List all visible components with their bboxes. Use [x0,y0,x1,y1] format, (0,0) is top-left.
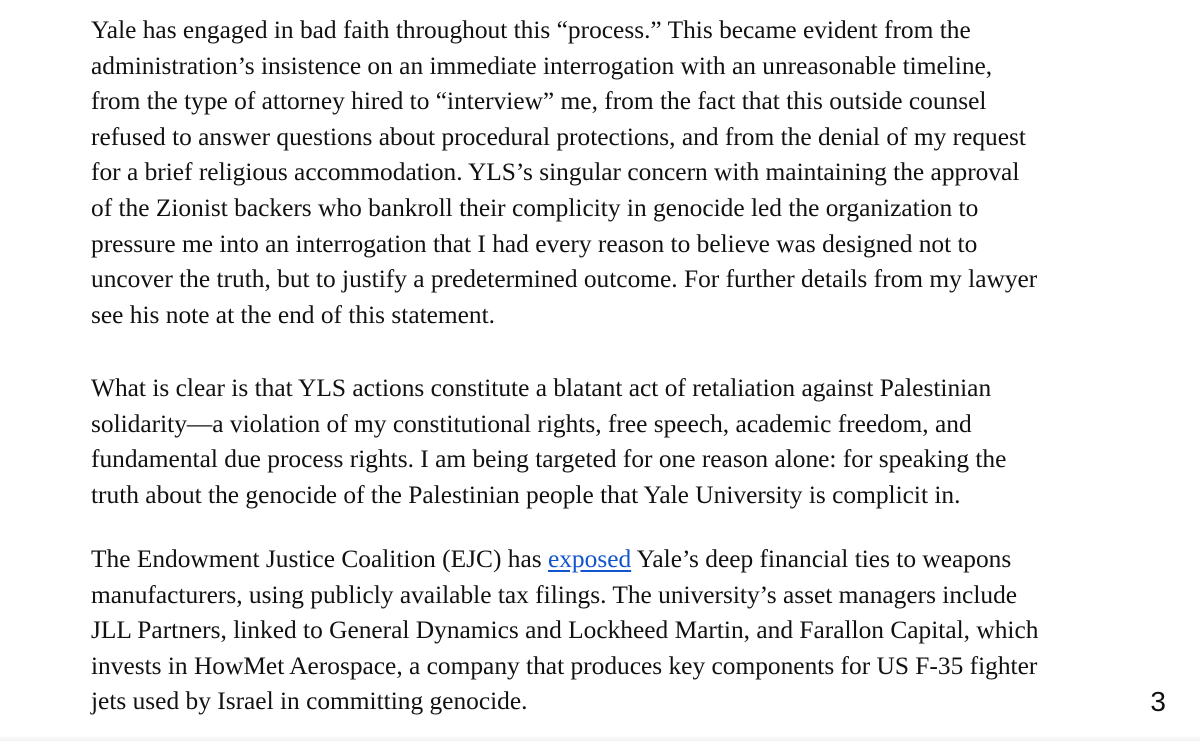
paragraph-line: refused to answer questions about procedural protections, and from the denial of my request [91,122,1026,151]
paragraph-line: manufacturers, using publicly available tax filings. The university’s asset managers include [91,580,1018,609]
paragraph-line: Yale has engaged in bad faith throughout this “process.” This became evident from the [91,16,971,44]
paragraph-line: for a brief religious accommodation. YLS’s singular concern with maintaining the approval [91,158,1020,187]
paragraph-bad-faith [91,13,1121,333]
paragraph-line: of the Zionist backers who bankroll their complicity in genocide led the organization to [91,193,979,222]
paragraph-line: see his note at the end of this statement. [91,300,496,329]
paragraph-line: invests in HowMet Aerospace, a company that produces key components for US F-35 fighter [91,651,1038,680]
line-text-after-link: Yale’s deep financial ties to weapons [631,545,1012,573]
paragraph-line: jets used by Israel in committing genocide. [91,687,528,716]
paragraph-line: JLL Partners, linked to General Dynamics and Lockheed Martin, and Farallon Capital, which [91,616,1039,645]
paragraph-line: administration’s insistence on an immediate interrogation with an unreasonable timeline, [91,51,993,80]
paragraph-line: uncover the truth, but to justify a predetermined outcome. For further details from my lawyer [91,265,1038,294]
line-text-before-link: The Endowment Justice Coalition (EJC) has [91,545,548,573]
paragraph-line: from the type of attorney hired to “interview” me, from the fact that this outside counsel [91,87,987,116]
paragraph-line: solidarity—a violation of my constitutional rights, free speech, academic freedom, and [91,409,972,438]
paragraph-line: What is clear is that YLS actions constitute a blatant act of retaliation against Palestinian [91,374,992,402]
exposed-link[interactable]: exposed [547,545,632,573]
paragraph-retaliation [91,371,1121,513]
paragraph-line: fundamental due process rights. I am being targeted for one reason alone: for speaking the [91,445,1007,474]
page-bottom-edge [0,735,1200,741]
paragraph-line-with-link [91,542,1121,578]
paragraph-endowment [91,542,1121,720]
paragraph-line: truth about the genocide of the Palestinian people that Yale University is complicit in. [91,480,961,509]
paragraph-line: pressure me into an interrogation that I had every reason to believe was designed not to [91,229,978,258]
page-number: 3 [1150,686,1166,717]
